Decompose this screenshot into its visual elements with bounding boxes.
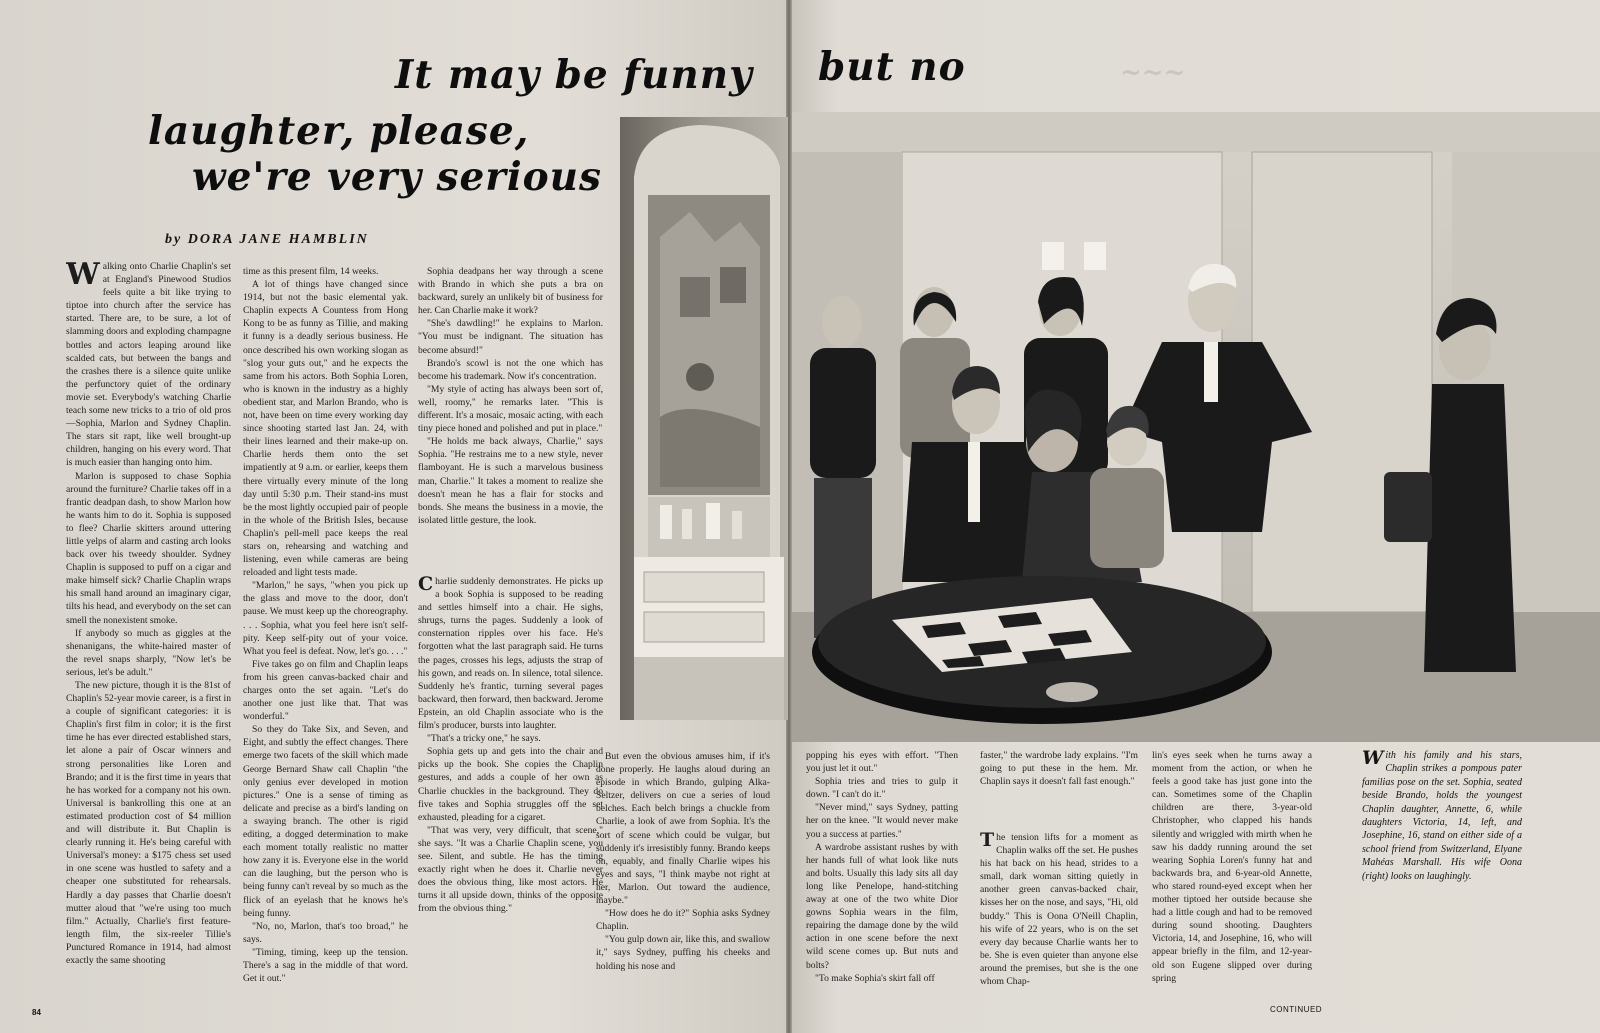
article-column-6a [980, 749, 1138, 805]
paragraph: "You gulp down air, like this, and swallow it," says Sydney, puffing his cheeks and holding his nose and [596, 934, 770, 972]
paragraph: time as this present film, 14 weeks. [243, 266, 379, 277]
paragraph: A lot of things have changed since 1914, but not the basic elemental yak. Chaplin expects A Countess from Hong Kong to be as funny as Tillie, and making it funny is a deadly serious business. He once described his own working slogan as "slog your guts out," and he expects the same from his actors. Both Sophia Loren, who is known in the industry as a highly obedient star, and Marlon Brando, who is not, have been on time every working day since shooting started last Jan. 24, with their lines learned and their make-up on. Charlie herds them onto the set impatiently at 9 a.m. or earlier, keeps them there virtually every minute of the long day until 5:30 p.m. Their stand-ins must be the most lightly occupied pair of people in the whole of the British Isles, because Chaplin's pell-mell pace keeps the real stars on, rehearsing and watching and listening, even while cameras are being reloaded and light tests made. [243, 279, 408, 579]
paragraph: Sophia deadpans her way through a scene with Brando in which she puts a bra on backward, surely an unlikely bit of business for her. Can Charlie make it work? [418, 266, 603, 317]
paragraph: "Marlon," he says, "when you pick up the glass and move to the door, don't pause. We must keep up the choreography. . . . Sophia, what you feel here isn't self-pity. Keep self-pity out of your voice. What you feel is defeat. Now, let's go. . . ." [243, 580, 408, 657]
dropcap-w: W [66, 260, 100, 292]
article-column-3b [418, 575, 603, 985]
paragraph: "That was very, very difficult, that scene," she says. "It was a Charlie Chaplin scene, you see. Silent, and subtle. He has the timing exactly right when he does it. Charlie never does the obvious thing, like most actors. He turns it all upside down, thinks of the opposite from the obvious thing." [418, 824, 603, 915]
article-column-6b [980, 831, 1138, 996]
headline-line-3: we're very serious [192, 154, 602, 200]
paragraph: "My style of acting has always been sort of, well, roomy," he remarks later. "This is different. It's a mosaic, mosaic acting, with each tiny piece honed and polished and put in place." [418, 383, 603, 435]
paragraph: "Timing, timing, keep up the tension. There's a sag in the middle of that word. Get it out." [243, 946, 408, 985]
paragraph: "No, no, Marlon, that's too broad," he says. [243, 920, 408, 945]
paragraph: alking onto Charlie Chaplin's set at England's Pinewood Studios feels quite a bit like trying to tiptoe into church after the service has started. There are, to be sure, a lot of slamming doors and exploding champagne bottles and actors leaping around like scalded cats, but between the bangs and the crashes there is a silence quite unlike the perfunctory quiet of the ordinary movie set. Everybody's watching Charlie teach some new tricks to a trio of old pros—Sophia, Marlon and Sydney Chaplin. The stars sit rapt, like well brought-up children, hanging on his every word. That is much easier than hanging onto him. [66, 261, 231, 469]
headline-line-2: laughter, please, [148, 108, 530, 154]
paragraph: "That's a tricky one," he says. [427, 733, 541, 745]
page-number: 84 [32, 1008, 41, 1017]
paragraph: Sophia tries and tries to gulp it down. "I can't do it." [806, 776, 958, 801]
byline: by DORA JANE HAMBLIN [165, 232, 369, 247]
show-through-text: ~~~ [1120, 58, 1186, 88]
paragraph: The new picture, though it is the 81st of Chaplin's 52-year movie career, is a first in a couple of significant categories: it is Chaplin's first film in color; it is the first time he has ever directed established stars, let alone a pair of Oscar winners and strong personalities like Loren and Brando; and it is the first time in years that he has worked for a company not his own. Universal is bankrolling this one at an estimated production cost of $4 million and will distribute it. But Chaplin is clearly running it. He's being careful with Universal's money: a $175 chess set used in one scene was hustled to safety and a cheaper one substituted for rehearsals. Hardly a day passes that Charlie doesn't mutter aloud that "we're using too much film." Actually, Charlie's first feature-length film, the six-reeler Tillie's Punctured Romance in 1914, had almost exactly the same shooting [66, 680, 231, 966]
paragraph: Five takes go on film and Chaplin leaps from his green canvas-backed chair and charges onto the set again. "Let's do another one just like that. That was wonderful." [243, 658, 408, 723]
article-column-3a [418, 265, 603, 565]
headline-line-1: It may be funny [395, 52, 753, 98]
dropcap-c: C [418, 575, 434, 595]
paragraph: "To make Sophia's skirt fall off [815, 972, 935, 984]
inset-photo-set-interior [620, 117, 788, 720]
headline-line-4: but no [818, 44, 966, 90]
caption-dropcap: W [1362, 747, 1384, 769]
article-column-1 [66, 260, 231, 1002]
paragraph: So they do Take Six, and Seven, and Eight, and subtly the effect changes. There emerge two facets of the skill which made George Bernard Shaw call Chaplin "the only genius ever developed in motion pictures." One is a sense of timing as delicate and precise as a bird's landing on a swaying branch. The other is rigid editing, a dogged determination to make each moment totally realistic no matter how zany it is. Everyone else in the world can die laughing, but the person who is being funny can't reveal by so much as the flick of an eyelash that he knows he's being funny. [243, 724, 408, 919]
paragraph: Brando's scowl is not the one which has become his trademark. Now it's concentration. [418, 357, 603, 382]
caption-text: ith his family and his stars, Chaplin strikes a pompous pater familias pose on the set. Sophia, seated beside Brando, holds the youngest Chaplin daughter, Annette, 6, while daughters Victoria, 14, left, and Josephine, 16, stand on either side of a school friend from Switzerland, Elyane Mahéas Marshall. His wife Oona (right) looks on laughingly. [1362, 750, 1522, 882]
photo-caption [1362, 749, 1522, 883]
paragraph: A wardrobe assistant rushes by with her hands full of what look like nuts and bolts. Usually this lady sits all day long like Penelope, hand-stitching away at one of the two white Dior gowns Sophia wears in the film, repairing the damage done by the wild action in one scene before the next wild scene comes up. But nuts and bolts? [806, 841, 958, 971]
paragraph: But even the obvious amuses him, if it's done properly. He laughs aloud during an episode in which Brando, gulping Alka-Seltzer, delivers on cue a series of loud belches. Each belch brings a chuckle from Charlie, a look of awe from Sophia. It's the sort of scene which could be vulgar, but suddenly it's irresistibly funny. Brando keeps on, equably, and finally Charlie wipes his eyes and says, "I think maybe not right at her, Marlon. Out toward the audience, maybe." [596, 751, 770, 907]
continued-label: CONTINUED [1270, 1005, 1323, 1014]
paragraph: Sophia gets up and gets into the chair and picks up the book. She copies the Chaplin gestures, and adds a couple of her own as Charlie chuckles in the background. They do five takes and Sophia struggles off the set exhausted, pleading for a cigaret. [418, 746, 603, 823]
paragraph: faster," the wardrobe lady explains. "I'm going to put these in the hem. Mr. Chaplin says it doesn't fall fast enough." [980, 750, 1138, 788]
article-column-7 [1152, 749, 1312, 994]
paragraph: popping his eyes with effort. "Then you just let it out." [806, 750, 958, 775]
article-column-4 [596, 750, 770, 985]
paragraph: "He holds me back always, Charlie," says Sophia. "He restrains me to a new style, never flamboyant. He is such a marvelous business man, Charlie." It takes a moment to realize she doesn't mean he has a flair for stocks and bonds. She means the business in a movie, the isolated little gesture, the look. [418, 436, 603, 526]
dropcap-t: T [980, 831, 995, 851]
paragraph: If anybody so much as giggles at the shenanigans, the white-haired master of the revel snaps sharply, "Now let's be serious, let's be adult." [66, 627, 231, 678]
paragraph: harlie suddenly demonstrates. He picks up a book Sophia is supposed to be reading and settles himself into a chair. He sighs, shrugs, turns the pages. Suddenly a look of consternation ripples over his face. He's forgotten what the last paragraph said. He turns the pages, crosses his legs, adjusts the strap of his gown, and reads on. In silence, total silence. Suddenly he's frantic, turning several pages backward, then forward, then backward. Jerome Epstein, an old Chaplin associate who is the film's producer, bursts into laughter. [418, 576, 603, 732]
paragraph: he tension lifts for a moment as Chaplin walks off the set. He pushes his hat back on his head, strides to a small, dark woman sitting quietly in another green canvas-backed chair, kisses her on the nose, and says, "Hi, old buddy." This is Oona O'Neill Chaplin, his wife of 22 years, who is on the set every day because Charlie wants her to be. She is even quieter than anyone else around the premises, but she is the one whom Chap- [980, 832, 1138, 988]
paragraph: "How does he do it?" Sophia asks Sydney Chaplin. [596, 908, 770, 933]
article-column-2 [243, 265, 408, 1002]
paragraph: "She's dawdling!" he explains to Marlon. "You must be indignant. The situation has become absurd!" [418, 318, 603, 356]
paragraph: Marlon is supposed to chase Sophia around the furniture? Charlie takes off in a frantic deadpan dash, to show Marlon how he wants him to do it. Sophia is supposed to flee? Charlie skitters around uttering little yelps of alarm and casting arch looks back over his tweedy shoulder. Sydney Chaplin is supposed to puff on a cigar and make himself sick? Charlie Chaplin wraps his small hand around an imaginary cigar, tilts his head, and everybody on the set can smell the nonexistent smoke. [66, 470, 231, 626]
paragraph: lin's eyes seek when he turns away a moment from the action, or when he feels a good take has just gone into the can. Sometimes some of the Chaplin children are there, 3-year-old Christopher, who clapped his hands silently and wriggled with mirth when he saw his daddy running around the set wearing Sophia Loren's funny hat and backwards bra, and 6-year-old Annette, who stared round-eyed except when her mother tiptoed her outside because she had a little cough and had to be removed during sound shooting. Daughters Victoria, 14, and Josephine, 16, who will appear briefly in the film, and 12-year-old son Eugene slipped over during spring [1152, 750, 1312, 984]
paragraph: "Never mind," says Sydney, patting her on the knee. "It would never make you a success at parties." [806, 802, 958, 840]
article-column-5 [806, 749, 958, 994]
main-photo-chaplin-family [792, 112, 1600, 742]
